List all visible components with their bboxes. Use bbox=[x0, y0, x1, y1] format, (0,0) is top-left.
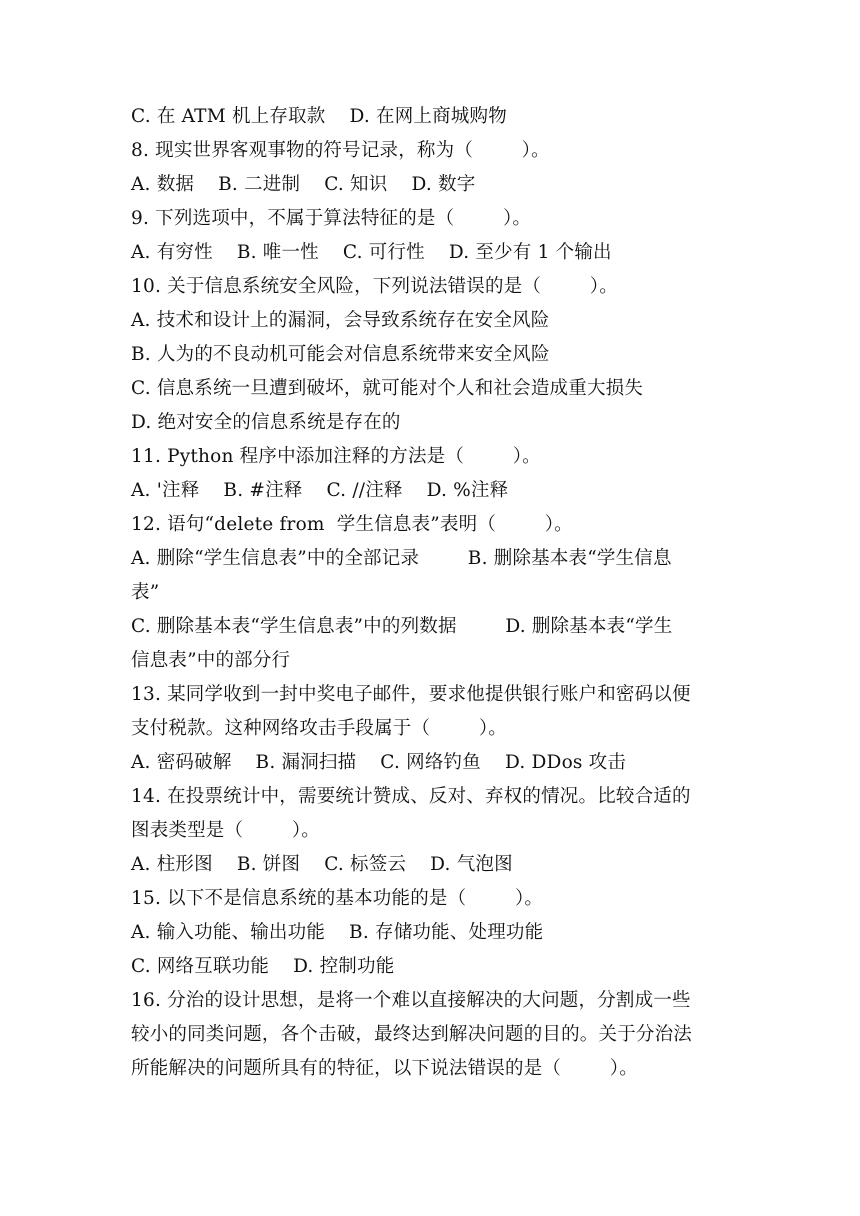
option-row bbox=[131, 916, 731, 950]
text-line: C. 删除基本表“学生信息表”中的列数据 D. 删除基本表“学生 bbox=[131, 616, 673, 637]
option-text: A. 有穷性 bbox=[131, 242, 213, 263]
option-text: C. //注释 bbox=[326, 480, 403, 501]
option-text: D. 数字 bbox=[411, 174, 476, 195]
option-row bbox=[131, 100, 731, 134]
text-line: A. 技术和设计上的漏洞，会导致系统存在安全风险 bbox=[131, 310, 550, 331]
text-line: 10. 关于信息系统安全风险，下列说法错误的是（ ）。 bbox=[131, 276, 618, 297]
option-text: D. %注释 bbox=[426, 480, 509, 501]
option-text: A. 密码破解 bbox=[131, 752, 232, 773]
option-row bbox=[131, 746, 731, 780]
option-text: B. 饼图 bbox=[236, 854, 301, 875]
text-line: 表” bbox=[131, 582, 160, 603]
text-line: 14. 在投票统计中，需要统计赞成、反对、弃权的情况。比较合适的 bbox=[131, 786, 691, 807]
option-row bbox=[131, 236, 731, 270]
text-line: 信息表”中的部分行 bbox=[131, 650, 291, 671]
option-row bbox=[131, 848, 731, 882]
option-text: B. 二进制 bbox=[218, 174, 301, 195]
text-line: 8. 现实世界客观事物的符号记录，称为（ ）。 bbox=[131, 140, 550, 161]
option-text: C. 标签云 bbox=[324, 854, 407, 875]
option-text: D. 在网上商城购物 bbox=[349, 106, 507, 127]
text-line: 所能解决的问题所具有的特征，以下说法错误的是（ ）。 bbox=[131, 1058, 638, 1079]
option-text: A. 柱形图 bbox=[131, 854, 213, 875]
text-line: 16. 分治的设计思想，是将一个难以直接解决的大问题，分割成一些 bbox=[131, 990, 691, 1011]
question-text-block bbox=[131, 100, 731, 1086]
option-text: D. 至少有 1 个输出 bbox=[448, 242, 612, 263]
option-text: A. '注释 bbox=[131, 480, 200, 501]
text-line: 9. 下列选项中，不属于算法特征的是（ ）。 bbox=[131, 208, 532, 229]
text-line: B. 人为的不良动机可能会对信息系统带来安全风险 bbox=[131, 344, 550, 365]
option-text: A. 输入功能、输出功能 bbox=[131, 922, 326, 943]
text-line: 支付税款。这种网络攻击手段属于（ ）。 bbox=[131, 718, 507, 739]
text-line: D. 绝对安全的信息系统是存在的 bbox=[131, 412, 401, 433]
option-text: C. 知识 bbox=[324, 174, 388, 195]
text-line: 13. 某同学收到一封中奖电子邮件，要求他提供银行账户和密码以便 bbox=[131, 684, 691, 705]
option-text: C. 网络钓鱼 bbox=[380, 752, 481, 773]
option-text: B. 漏洞扫描 bbox=[255, 752, 357, 773]
text-line: A. 删除“学生信息表”中的全部记录 B. 删除基本表“学生信息 bbox=[131, 548, 672, 569]
option-text: B. 唯一性 bbox=[236, 242, 319, 263]
text-line: 较小的同类问题，各个击破，最终达到解决问题的目的。关于分治法 bbox=[131, 1024, 693, 1045]
option-row bbox=[131, 950, 731, 984]
text-line: C. 信息系统一旦遭到破坏，就可能对个人和社会造成重大损失 bbox=[131, 378, 644, 399]
option-row bbox=[131, 168, 731, 202]
option-text: D. 气泡图 bbox=[430, 854, 513, 875]
text-line: 11. Python 程序中添加注释的方法是（ ）。 bbox=[131, 446, 541, 467]
option-text: C. 可行性 bbox=[342, 242, 425, 263]
option-text: C. 网络互联功能 bbox=[131, 956, 270, 977]
text-line: 图表类型是（ ）。 bbox=[131, 820, 320, 841]
text-line: 15. 以下不是信息系统的基本功能的是（ ）。 bbox=[131, 888, 544, 909]
option-text: D. 控制功能 bbox=[293, 956, 395, 977]
option-row bbox=[131, 474, 731, 508]
option-text: D. DDos 攻击 bbox=[504, 752, 627, 773]
text-line: 12. 语句“delete from 学生信息表”表明（ ）。 bbox=[131, 514, 573, 535]
option-text: A. 数据 bbox=[131, 174, 195, 195]
option-text: B. 存储功能、处理功能 bbox=[349, 922, 544, 943]
option-text: B. #注释 bbox=[223, 480, 303, 501]
option-text: C. 在 ATM 机上存取款 bbox=[131, 106, 326, 127]
